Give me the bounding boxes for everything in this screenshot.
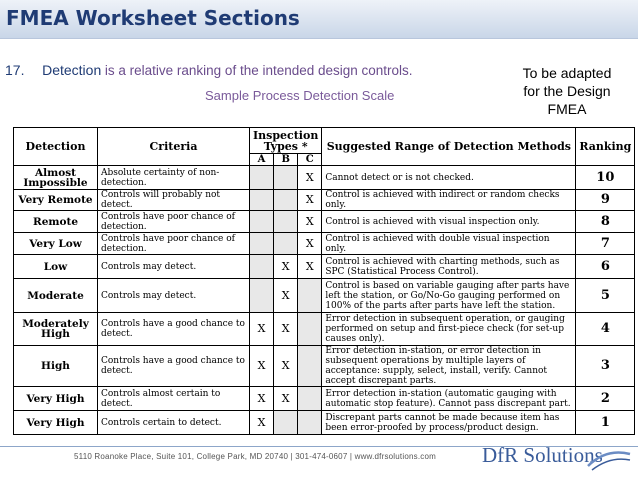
type-c-cell (298, 346, 322, 387)
type-a-cell (250, 279, 274, 313)
header-type-c: C (298, 154, 322, 166)
criteria-cell: Controls may detect. (98, 279, 250, 313)
criteria-cell: Absolute certainty of non-detection. (98, 166, 250, 190)
type-c-cell: X (298, 190, 322, 211)
item-number: 17. (5, 62, 25, 78)
intro-text: is a relative ranking of the intended design controls. (104, 63, 413, 78)
type-b-cell: X (274, 387, 298, 411)
adaptation-note (512, 64, 622, 118)
detection-cell: Moderate (14, 279, 98, 313)
header-methods: Suggested Range of Detection Methods (322, 128, 576, 166)
type-a-cell (250, 255, 274, 279)
type-a-cell: X (250, 411, 274, 435)
type-b-cell: X (274, 255, 298, 279)
ranking-cell: 1 (576, 411, 635, 435)
header-detection: Detection (14, 128, 98, 166)
method-cell: Error detection in-station (automatic gauging with automatic stop feature). Cannot pass discrepant part. (322, 387, 576, 411)
type-c-cell (298, 387, 322, 411)
detection-cell: Very High (14, 411, 98, 435)
criteria-cell: Controls have a good chance to detect. (98, 346, 250, 387)
table-row (14, 190, 635, 211)
criteria-cell: Controls almost certain to detect. (98, 387, 250, 411)
ranking-cell: 9 (576, 190, 635, 211)
scale-subtitle: Sample Process Detection Scale (205, 88, 395, 103)
criteria-cell: Controls will probably not detect. (98, 190, 250, 211)
criteria-cell: Controls have a good chance to detect. (98, 313, 250, 346)
table-row (14, 346, 635, 387)
type-c-cell (298, 279, 322, 313)
footer-address: 5110 Roanoke Place, Suite 101, College Park, MD 20740 | 301-474-0607 | www.dfrsolutions.com (74, 452, 436, 461)
method-cell: Error detection in subsequent operation, or gauging performed on setup and first-piece check (for set-up causes only). (322, 313, 576, 346)
ranking-cell: 4 (576, 313, 635, 346)
type-a-cell (250, 211, 274, 233)
header-type-a: A (250, 154, 274, 166)
intro-line (5, 62, 413, 78)
detection-cell: Remote (14, 211, 98, 233)
ranking-cell: 8 (576, 211, 635, 233)
header-type-b: B (274, 154, 298, 166)
header-ranking: Ranking (576, 128, 635, 166)
method-cell: Control is achieved with indirect or random checks only. (322, 190, 576, 211)
detection-cell: Very Low (14, 233, 98, 255)
criteria-cell: Controls certain to detect. (98, 411, 250, 435)
ranking-cell: 7 (576, 233, 635, 255)
type-b-cell (274, 190, 298, 211)
type-b-cell (274, 233, 298, 255)
type-b-cell (274, 211, 298, 233)
note-line: To be adapted (522, 65, 612, 81)
detection-cell: Very Remote (14, 190, 98, 211)
criteria-cell: Controls have poor chance of detection. (98, 211, 250, 233)
table-row (14, 279, 635, 313)
method-cell: Error detection in-station, or error detection in subsequent operations by multiple layers of acceptance: supply, select, install, verify. Cannot accept discrepant parts. (322, 346, 576, 387)
company-logo: DfR Solutions (482, 443, 603, 467)
table-row (14, 211, 635, 233)
criteria-cell: Controls may detect. (98, 255, 250, 279)
header-inspection-types: Inspection Types * (250, 128, 322, 154)
title-bar (0, 0, 638, 39)
ranking-cell: 10 (576, 166, 635, 190)
method-cell: Control is achieved with visual inspection only. (322, 211, 576, 233)
intro-keyword: Detection (42, 62, 102, 78)
ranking-cell: 3 (576, 346, 635, 387)
detection-cell: High (14, 346, 98, 387)
type-a-cell: X (250, 346, 274, 387)
header-criteria: Criteria (98, 128, 250, 166)
type-b-cell: X (274, 346, 298, 387)
type-a-cell (250, 233, 274, 255)
type-b-cell: X (274, 313, 298, 346)
ranking-cell: 6 (576, 255, 635, 279)
type-c-cell: X (298, 255, 322, 279)
table-row (14, 166, 635, 190)
type-c-cell (298, 411, 322, 435)
detection-cell: Moderately High (14, 313, 98, 346)
table-row (14, 387, 635, 411)
type-c-cell: X (298, 166, 322, 190)
type-b-cell: X (274, 279, 298, 313)
table-row (14, 313, 635, 346)
type-c-cell: X (298, 211, 322, 233)
detection-cell: Very High (14, 387, 98, 411)
table-row (14, 233, 635, 255)
detection-cell: Low (14, 255, 98, 279)
table-row (14, 255, 635, 279)
type-a-cell (250, 190, 274, 211)
type-b-cell (274, 411, 298, 435)
detection-cell: Almost Impossible (14, 166, 98, 190)
method-cell: Discrepant parts cannot be made because item has been error-proofed by process/product design. (322, 411, 576, 435)
criteria-cell: Controls have poor chance of detection. (98, 233, 250, 255)
type-a-cell (250, 166, 274, 190)
type-c-cell: X (298, 233, 322, 255)
type-c-cell (298, 313, 322, 346)
note-line: for the Design (523, 83, 611, 99)
type-b-cell (274, 166, 298, 190)
method-cell: Cannot detect or is not checked. (322, 166, 576, 190)
logo-swoosh-icon (586, 446, 632, 472)
type-a-cell: X (250, 313, 274, 346)
method-cell: Control is achieved with double visual inspection only. (322, 233, 576, 255)
method-cell: Control is based on variable gauging after parts have left the station, or Go/No-Go gauging performed on 100% of the parts after parts have left the station. (322, 279, 576, 313)
table-row (14, 411, 635, 435)
method-cell: Control is achieved with charting methods, such as SPC (Statistical Process Control). (322, 255, 576, 279)
detection-scale-table (13, 127, 635, 435)
ranking-cell: 5 (576, 279, 635, 313)
note-line: FMEA (547, 101, 587, 117)
ranking-cell: 2 (576, 387, 635, 411)
type-a-cell: X (250, 387, 274, 411)
slide-title: FMEA Worksheet Sections (6, 6, 300, 30)
